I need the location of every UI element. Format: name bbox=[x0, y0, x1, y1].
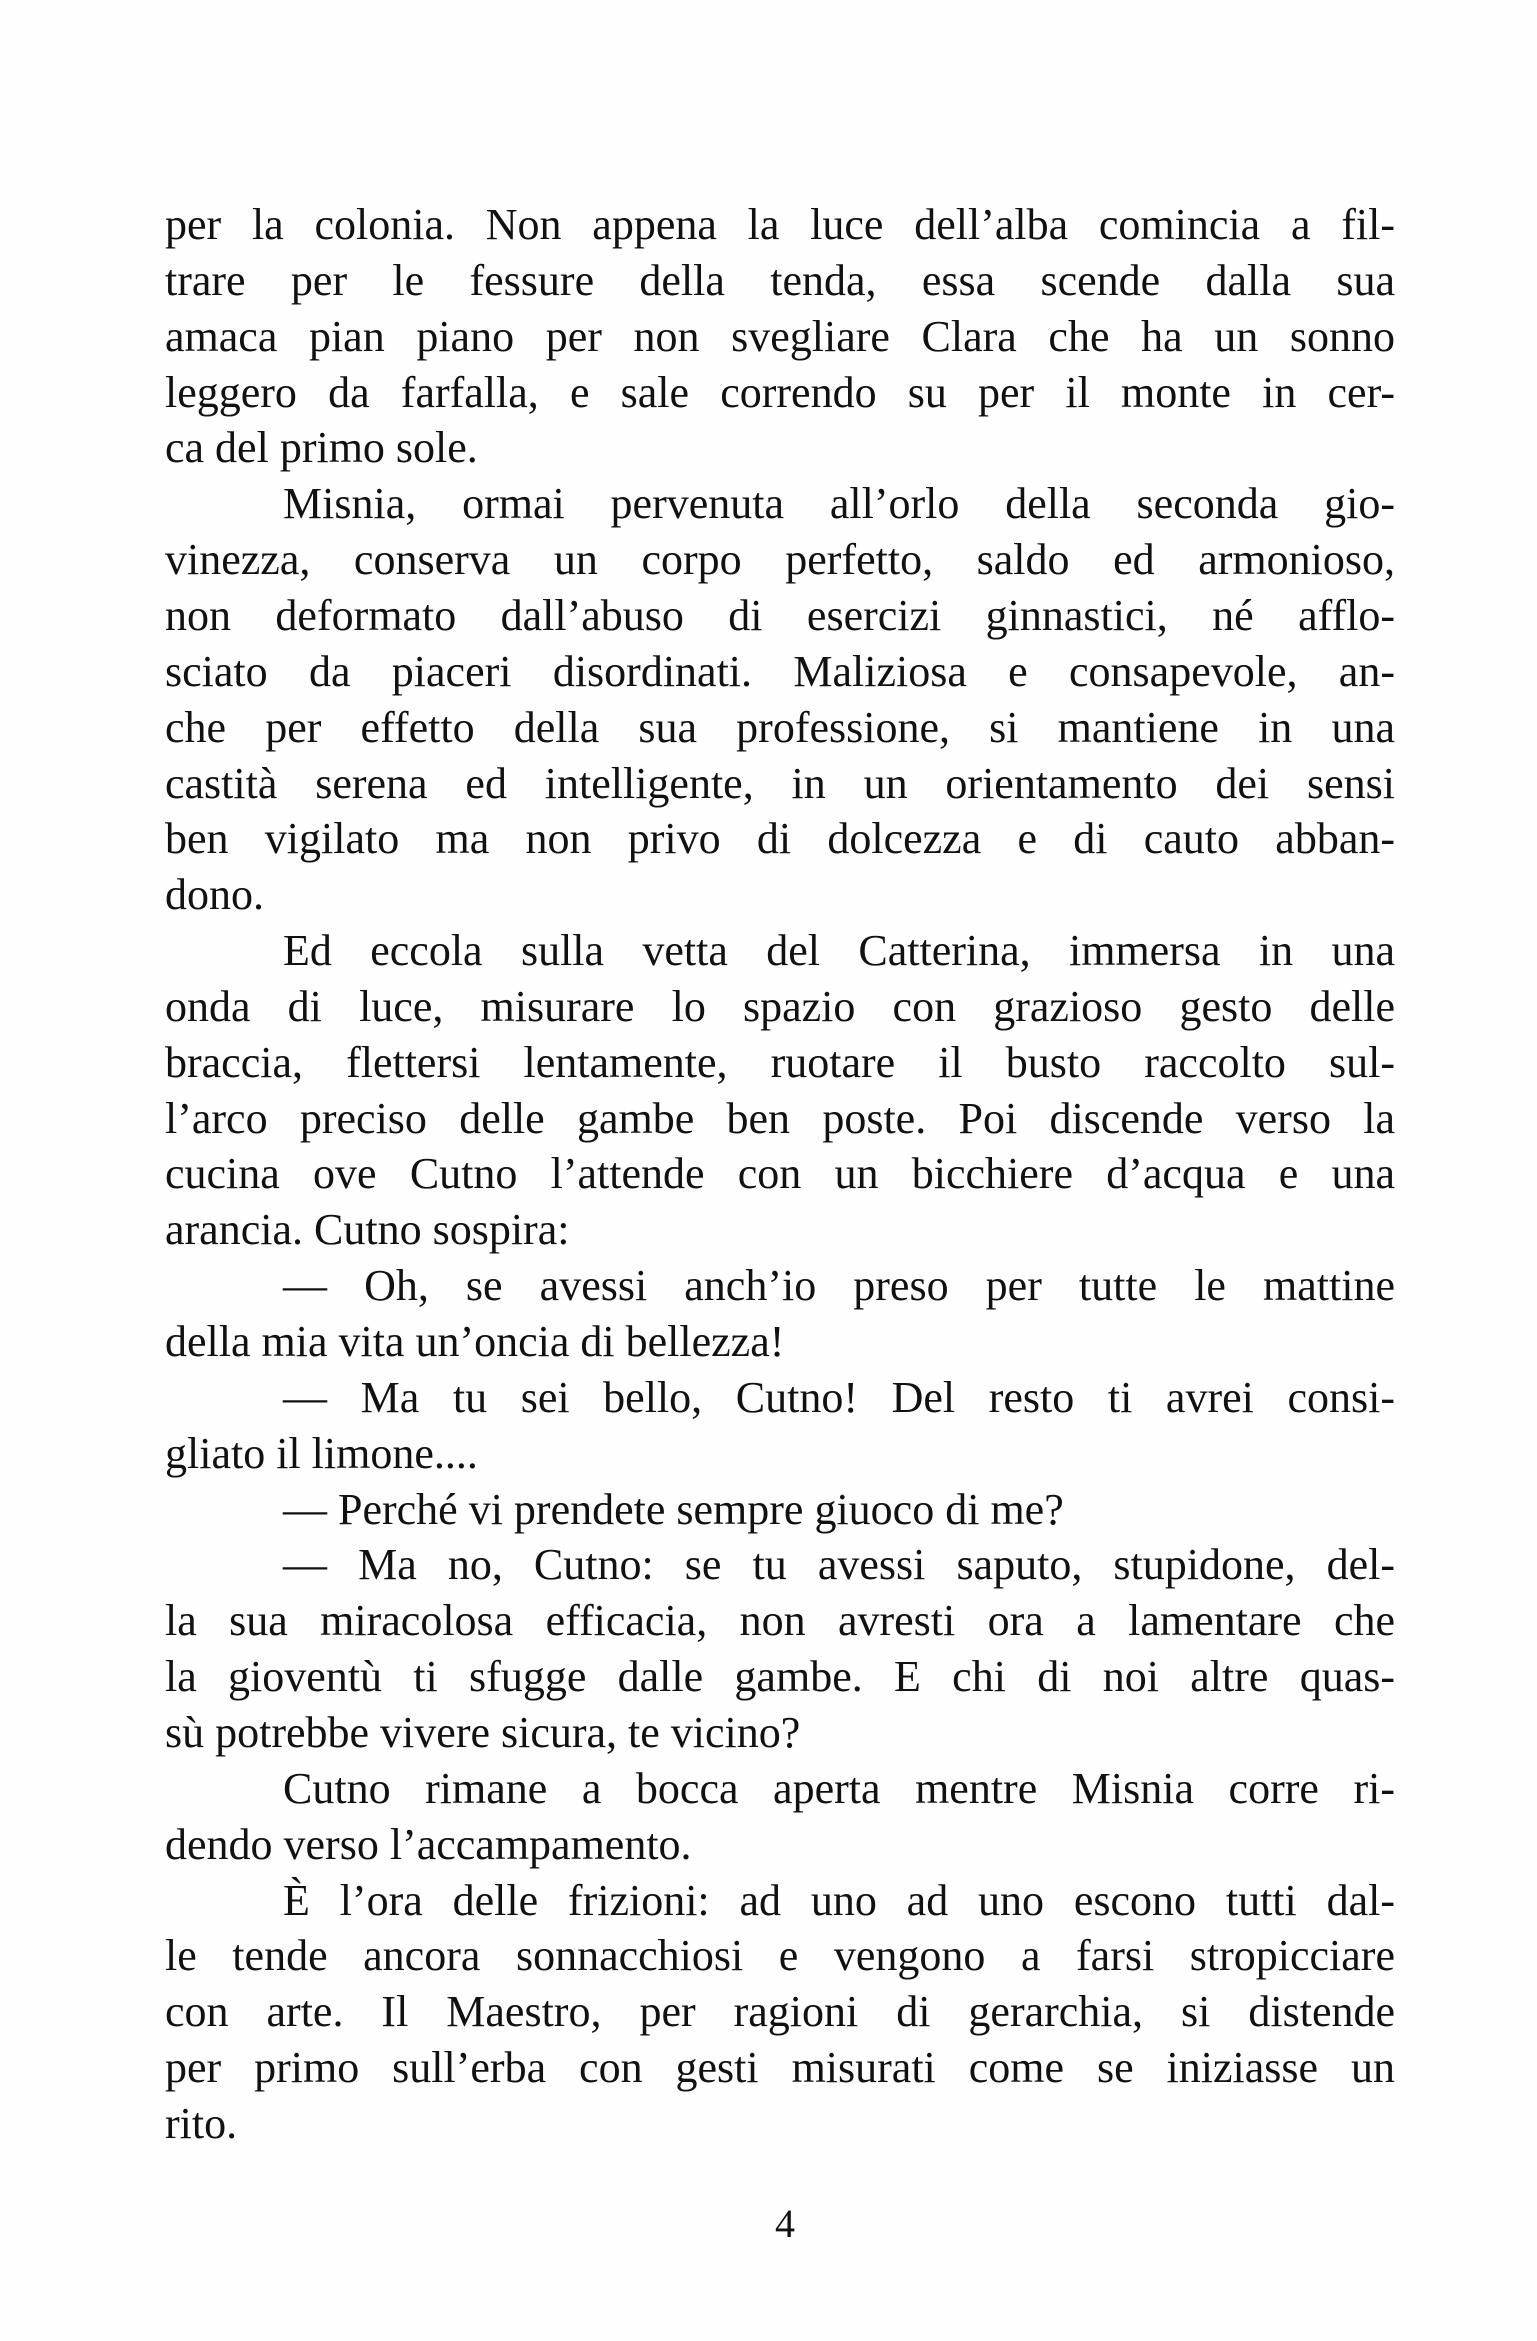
text-line: l’arco preciso delle gambe ben poste. Poi discende verso la bbox=[165, 1093, 1395, 1143]
text-line: che per effetto della sua professione, si mantiene in una bbox=[165, 702, 1395, 752]
text-line: leggero da farfalla, e sale correndo su per il monte in cer- bbox=[165, 367, 1395, 417]
text-line: trare per le fessure della tenda, essa scende dalla sua bbox=[165, 255, 1395, 305]
page-number: 4 bbox=[775, 2201, 795, 2246]
text-line: ca del primo sole. bbox=[165, 423, 478, 473]
text-line: arancia. Cutno sospira: bbox=[165, 1205, 570, 1255]
text-line: la sua miracolosa efficacia, non avresti ora a lamentare che bbox=[165, 1596, 1395, 1646]
text-line: sù potrebbe vivere sicura, te vicino? bbox=[165, 1707, 801, 1757]
text-line: dendo verso l’accampamento. bbox=[165, 1819, 692, 1869]
text-line: rito. bbox=[165, 2098, 238, 2148]
text-line: sciato da piaceri disordinati. Maliziosa e consapevole, an- bbox=[165, 646, 1395, 696]
text-line: Cutno rimane a bocca aperta mentre Misnia corre ri- bbox=[283, 1763, 1395, 1813]
text-line: — Ma no, Cutno: se tu avessi saputo, stupidone, del- bbox=[283, 1540, 1395, 1590]
text-line: della mia vita un’oncia di bellezza! bbox=[165, 1317, 785, 1366]
text-line: — Oh, se avessi anch’io preso per tutte le mattine bbox=[283, 1261, 1395, 1311]
text-line: — Perché vi prendete sempre giuoco di me? bbox=[283, 1484, 1064, 1534]
text-line: — Ma tu sei bello, Cutno! Del resto ti avrei consi- bbox=[283, 1372, 1395, 1422]
text-line: le tende ancora sonnacchiosi e vengono a farsi stropicciare bbox=[165, 1931, 1395, 1981]
text-line: dono. bbox=[165, 870, 264, 920]
text-line: Misnia, ormai pervenuta all’orlo della seconda gio- bbox=[283, 479, 1395, 529]
text-line: gliato il limone.... bbox=[165, 1428, 478, 1478]
text-line: Ed eccola sulla vetta del Catterina, immersa in una bbox=[283, 926, 1395, 976]
text-line: È l’ora delle frizioni: ad uno ad uno escono tutti dal- bbox=[283, 1875, 1395, 1925]
text-line: ben vigilato ma non privo di dolcezza e di cauto abban- bbox=[165, 814, 1395, 864]
text-line: con arte. Il Maestro, per ragioni di gerarchia, si distende bbox=[165, 1987, 1395, 2037]
text-line: per primo sull’erba con gesti misurati come se iniziasse un bbox=[165, 2043, 1395, 2093]
text-line: vinezza, conserva un corpo perfetto, saldo ed armonioso, bbox=[165, 535, 1395, 585]
text-line: onda di luce, misurare lo spazio con grazioso gesto delle bbox=[165, 981, 1395, 1031]
text-line: castità serena ed intelligente, in un orientamento dei sensi bbox=[165, 758, 1395, 808]
text-line: non deformato dall’abuso di esercizi ginnastici, né afflo- bbox=[165, 590, 1395, 640]
text-line: cucina ove Cutno l’attende con un bicchiere d’acqua e una bbox=[165, 1149, 1395, 1199]
text-line: braccia, flettersi lentamente, ruotare il busto raccolto sul- bbox=[165, 1037, 1395, 1087]
text-line: la gioventù ti sfugge dalle gambe. E chi di noi altre quas- bbox=[165, 1652, 1395, 1702]
text-line: per la colonia. Non appena la luce dell’alba comincia a fil- bbox=[165, 200, 1395, 249]
text-line: amaca pian piano per non svegliare Clara che ha un sonno bbox=[165, 311, 1395, 361]
